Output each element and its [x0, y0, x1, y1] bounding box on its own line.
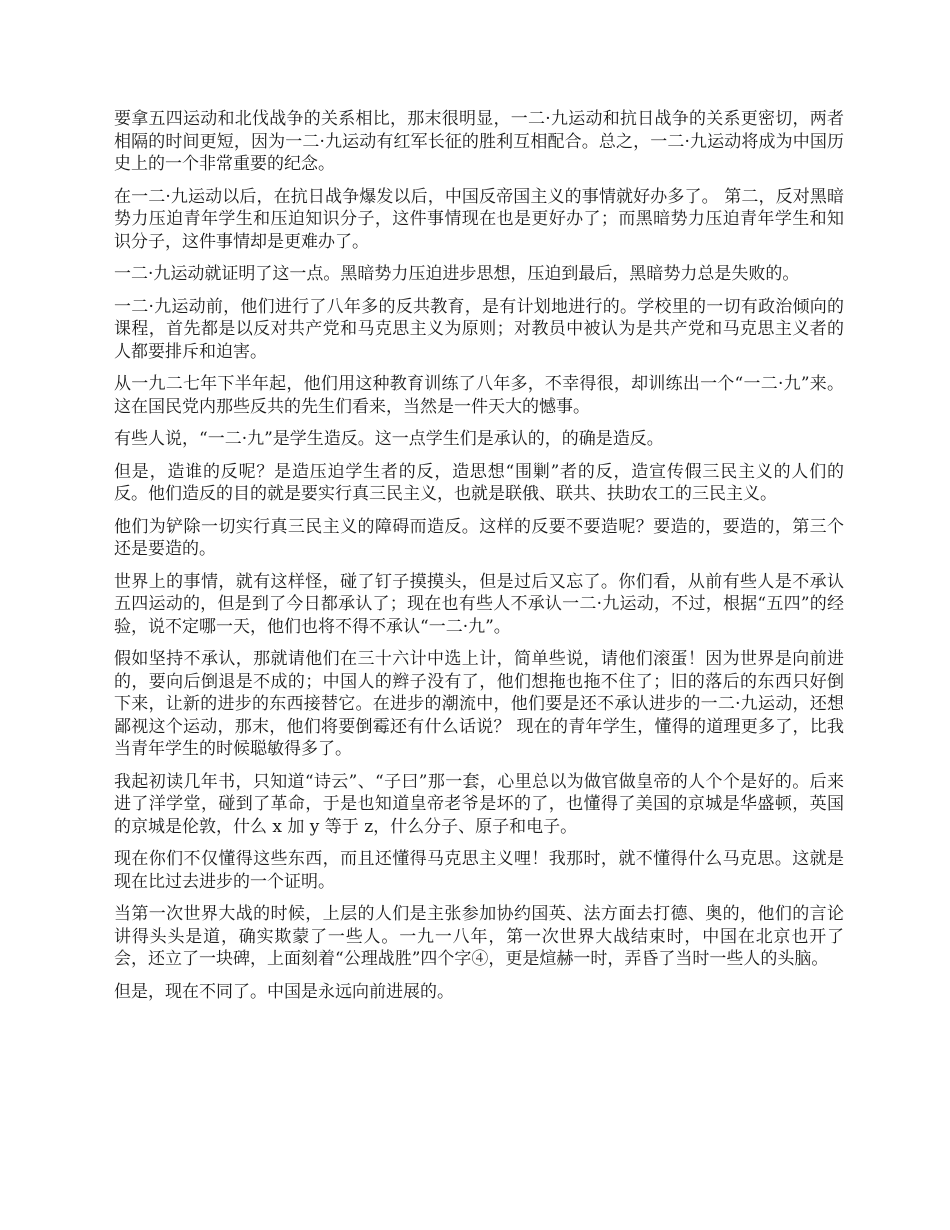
paragraph: 他们为铲除一切实行真三民主义的障碍而造反。这样的反要不要造呢？要造的，要造的，第三个还是要造的。	[114, 516, 844, 559]
paragraph: 有些人说，“一二·九”是学生造反。这一点学生们是承认的，的确是造反。	[114, 429, 664, 449]
paragraph: 一二·九运动前，他们进行了八年多的反共教育，是有计划地进行的。学校里的一切有政治倾向的课程，首先都是以反对共产党和马克思主义为原则；对教员中被认为是共产党和马克思主义者的人都要排斥和迫害。	[114, 296, 844, 362]
paragraph: 我起初读几年书，只知道“诗云”、“子曰”那一套，心里总以为做官做皇帝的人个个是好的。后来进了洋学堂，碰到了革命，于是也知道皇帝老爷是坏的了，也懂得了美国的京城是华盛顿，英国的京城是伦敦，什么 x 加 y 等于 z，什么分子、原子和电子。	[114, 771, 844, 837]
paragraph: 要拿五四运动和北伐战争的关系相比，那末很明显，一二·九运动和抗日战争的关系更密切，两者相隔的时间更短，因为一二·九运动有红军长征的胜利互相配合。总之，一二·九运动将成为中国历史上的一个非常重要的纪念。	[114, 109, 844, 174]
paragraph: 从一九二七年下半年起，他们用这种教育训练了八年多，不幸得很，却训练出一个“一二·九”来。这在国民党内那些反共的先生们看来，当然是一件天大的憾事。	[114, 374, 844, 417]
paragraph: 世界上的事情，就有这样怪，碰了钉子摸摸头，但是过后又忘了。你们看，从前有些人是不承认五四运动的，但是到了今日都承认了；现在也有些人不承认一二·九运动，不过，根据“五四”的经验，说不定哪一天，他们也将不得不承认“一二·九”。	[114, 571, 844, 637]
paragraph: 但是，造谁的反呢？是造压迫学生者的反，造思想“围剿”者的反，造宣传假三民主义的人们的反。他们造反的目的就是要实行真三民主义，也就是联俄、联共、扶助农工的三民主义。	[114, 461, 844, 504]
paragraph: 在一二·九运动以后，在抗日战争爆发以后，中国反帝国主义的事情就好办多了。 第二，反对黑暗势力压迫青年学生和压迫知识分子，这件事情现在也是更好办了；而黑暗势力压迫青年学生和知识分子，这件事情却是更难办了。	[114, 186, 844, 252]
paragraph: 假如坚持不承认，那就请他们在三十六计中选上计，简单些说，请他们滚蛋！因为世界是向前进的，要向后倒退是不成的；中国人的辫子没有了，他们想拖也拖不住了；旧的落后的东西只好倒下来，让新的进步的东西接替它。在进步的潮流中，他们要是还不承认进步的一二·九运动，还想鄙视这个运动，那末，他们将要倒霉还有什么话说？ 现在的青年学生，懂得的道理更多了，比我当青年学生的时候聪敏得多了。	[114, 649, 844, 759]
paragraph: 一二·九运动就证明了这一点。黑暗势力压迫进步思想，压迫到最后，黑暗势力总是失败的。	[114, 264, 800, 284]
paragraph: 但是，现在不同了。中国是永远向前进展的。	[114, 981, 454, 1002]
document-body	[114, 108, 844, 1013]
paragraph: 当第一次世界大战的时候，上层的人们是主张参加协约国英、法方面去打德、奥的，他们的言论讲得头头是道，确实欺蒙了一些人。一九一八年，第一次世界大战结束时，中国在北京也开了会，还立了一块碑，上面刻着“公理战胜”四个字④，更是煊赫一时，弄昏了当时一些人的头脑。	[114, 904, 844, 969]
paragraph: 现在你们不仅懂得这些东西，而且还懂得马克思主义哩！我那时，就不懂得什么马克思。这就是现在比过去进步的一个证明。	[114, 849, 844, 892]
